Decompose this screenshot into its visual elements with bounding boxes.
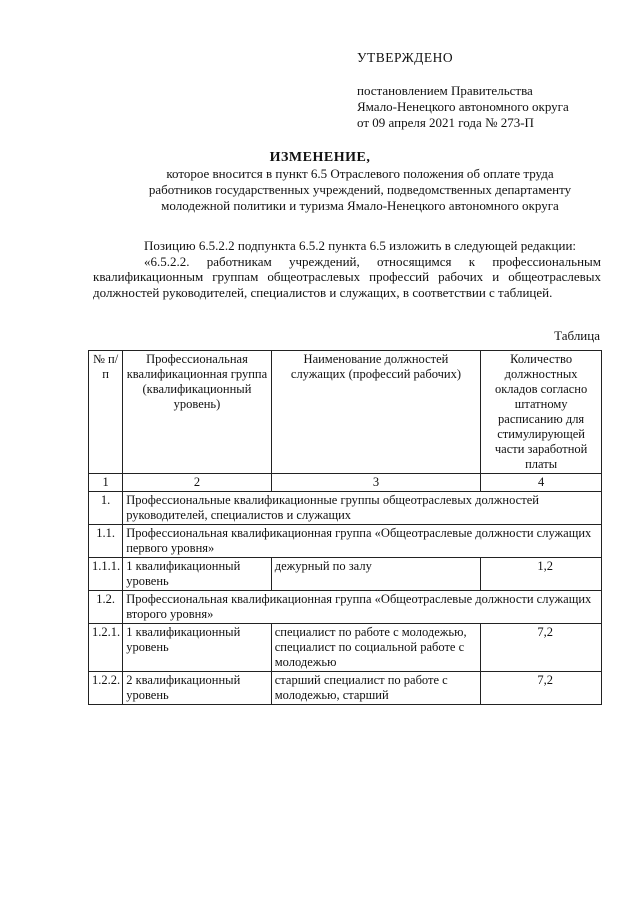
row-number: 1.2.2.	[89, 672, 123, 705]
header-positions: Наименование должностей служащих (профессий рабочих)	[271, 351, 480, 474]
subtitle-line: работников государственных учреждений, подведомственных департаменту	[148, 182, 572, 197]
table-row	[89, 624, 602, 672]
position-names: старший специалист по работе с молодежью, старший	[271, 672, 480, 705]
document-heading: ИЗМЕНЕНИЕ,	[269, 150, 371, 165]
decree-line: Ямало-Ненецкого автономного округа	[357, 99, 569, 114]
header-salary-count: Количество должностных окладов согласно штатному расписанию для стимулирующей части заработной платы	[481, 351, 602, 474]
decree-line: постановлением Правительства	[357, 83, 533, 98]
column-number: 2	[123, 474, 272, 492]
salary-table	[88, 350, 602, 705]
salary-count: 7,2	[481, 624, 602, 672]
row-number: 1.2.	[89, 591, 123, 624]
subtitle-line: молодежной политики и туризма Ямало-Ненецкого автономного округа	[161, 198, 559, 213]
row-number: 1.1.	[89, 525, 123, 558]
table-row	[89, 558, 602, 591]
body-text	[93, 238, 601, 300]
decree-reference	[357, 83, 569, 131]
row-number: 1.2.1.	[89, 624, 123, 672]
header-number: № п/п	[89, 351, 123, 474]
qualification-level: 1 квалификационный уровень	[123, 624, 272, 672]
column-number: 4	[481, 474, 602, 492]
table-row	[89, 672, 602, 705]
document-subtitle	[80, 166, 640, 214]
salary-count: 7,2	[481, 672, 602, 705]
salary-count: 1,2	[481, 558, 602, 591]
table-header-row	[89, 351, 602, 474]
position-names: дежурный по залу	[271, 558, 480, 591]
group-title: Профессиональная квалификационная группа «Общеотраслевые должности служащих второго уровня»	[123, 591, 602, 624]
header-group: Профессиональная квалификационная группа (квалификационный уровень)	[123, 351, 272, 474]
group-title: Профессиональная квалификационная группа «Общеотраслевые должности служащих первого уровня»	[123, 525, 602, 558]
column-number: 1	[89, 474, 123, 492]
column-number: 3	[271, 474, 480, 492]
table-label: Таблица	[554, 328, 600, 343]
group-title: Профессиональные квалификационные группы общеотраслевых должностей руководителей, специалистов и служащих	[123, 492, 602, 525]
qualification-level: 1 квалификационный уровень	[123, 558, 272, 591]
decree-line: от 09 апреля 2021 года № 273-П	[357, 115, 534, 130]
subtitle-line: которое вносится в пункт 6.5 Отраслевого положения об оплате труда	[166, 166, 554, 181]
row-number: 1.1.1.	[89, 558, 123, 591]
table-row	[89, 591, 602, 624]
position-names: специалист по работе с молодежью, специалист по социальной работе с молодежью	[271, 624, 480, 672]
qualification-level: 2 квалификационный уровень	[123, 672, 272, 705]
column-number-row	[89, 474, 602, 492]
paragraph-quote: «6.5.2.2. работникам учреждений, относящимся к профессиональным квалификационным группам общеотраслевых профессий рабочих и общеотраслевых должностей руководителей, специалистов и служащих, в соответствии с таблицей.	[93, 253, 601, 300]
row-number: 1.	[89, 492, 123, 525]
table-row	[89, 492, 602, 525]
paragraph-intro: Позицию 6.5.2.2 подпункта 6.5.2 пункта 6.5 изложить в следующей редакции:	[144, 238, 577, 253]
table-row	[89, 525, 602, 558]
approved-stamp: УТВЕРЖДЕНО	[357, 50, 454, 65]
